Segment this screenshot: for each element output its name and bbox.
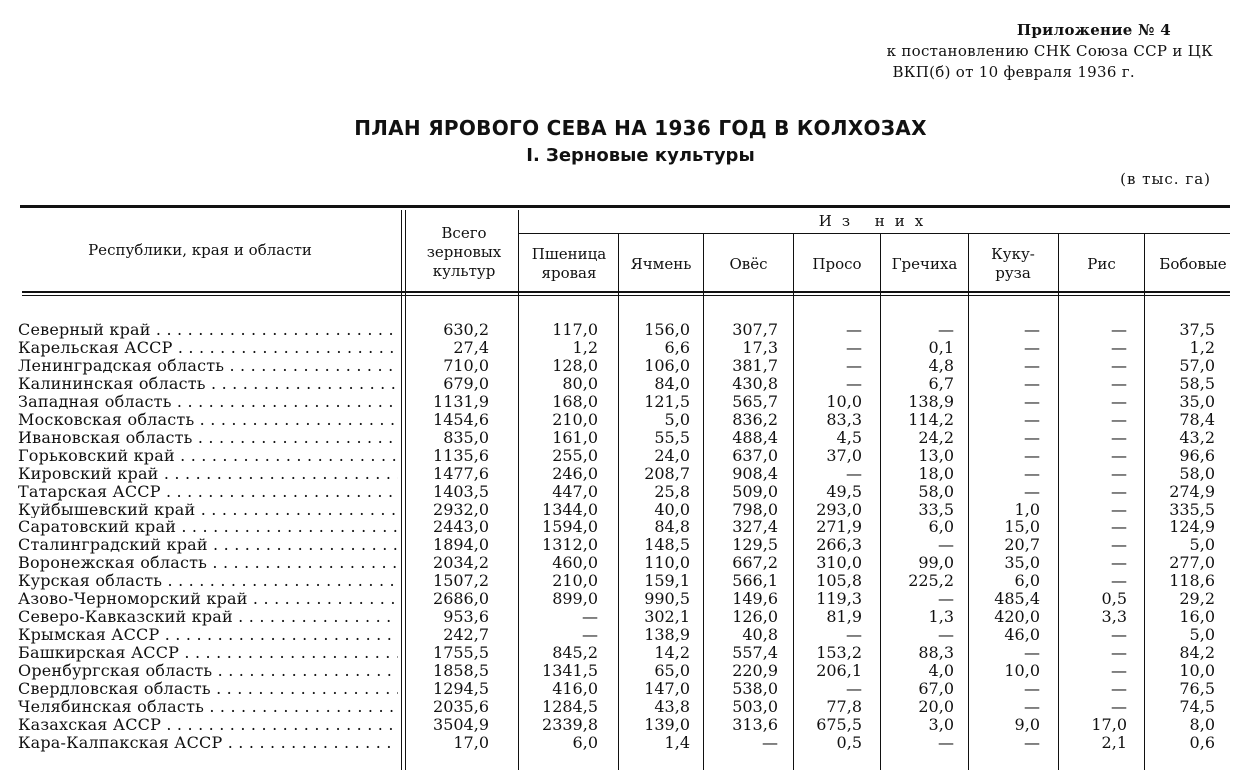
value-cell: 57,0 — [1179, 355, 1215, 375]
value-cell: 1,4 — [664, 732, 690, 752]
value-cell: — — [846, 337, 862, 357]
value-cell: — — [1111, 445, 1127, 465]
value-cell: 58,0 — [1179, 463, 1215, 483]
value-cell: — — [938, 320, 954, 339]
table-body — [0, 321, 1241, 752]
value-cell: 67,0 — [918, 679, 954, 699]
header-total: Всего зерновых культур — [426, 223, 502, 280]
value-cell: 35,0 — [1004, 553, 1040, 573]
value-cell: 488,4 — [732, 427, 778, 447]
value-cell: — — [938, 732, 954, 752]
value-cell: — — [846, 463, 862, 483]
value-cell: 6,0 — [1014, 571, 1040, 591]
total-cell: 1894,0 — [433, 535, 489, 555]
value-cell: 1,3 — [928, 607, 954, 627]
value-cell: 538,0 — [732, 679, 778, 699]
header-iz-nih: Из них — [818, 211, 934, 230]
total-cell: 2932,0 — [433, 499, 489, 519]
value-cell: — — [1024, 445, 1040, 465]
value-cell: 503,0 — [732, 697, 778, 717]
header-maize: Куку-руза — [991, 245, 1035, 282]
total-cell: 2035,6 — [433, 697, 489, 717]
value-cell: 5,0 — [664, 409, 690, 429]
value-cell: 6,7 — [928, 373, 954, 393]
value-cell: — — [1111, 481, 1127, 501]
value-cell: 10,0 — [1004, 661, 1040, 681]
value-cell: 10,0 — [826, 391, 862, 411]
value-cell: 990,5 — [644, 589, 690, 609]
value-cell: 40,8 — [742, 625, 778, 645]
value-cell: 381,7 — [732, 355, 778, 375]
value-cell: 667,2 — [732, 553, 778, 573]
value-cell: 55,5 — [654, 427, 690, 447]
header-wheat: Пшеница яровая — [531, 245, 607, 282]
value-cell: 76,5 — [1179, 679, 1215, 699]
value-cell: 43,8 — [654, 697, 690, 717]
table-row — [0, 321, 1241, 339]
table-row — [0, 501, 1241, 519]
header-barley: Ячмень — [630, 254, 692, 273]
value-cell: — — [1024, 481, 1040, 501]
table-row — [0, 465, 1241, 483]
value-cell: 138,9 — [644, 625, 690, 645]
value-cell: — — [1111, 625, 1127, 645]
header-buckwheat: Гречиха — [891, 254, 958, 273]
value-cell: 1341,5 — [542, 661, 598, 681]
header-legumes: Бобовые — [1159, 254, 1227, 273]
total-cell: 1135,6 — [433, 445, 489, 465]
value-cell: 6,0 — [928, 517, 954, 537]
value-cell: 24,2 — [918, 427, 954, 447]
table-row — [0, 572, 1241, 590]
table-row — [0, 536, 1241, 554]
region-name: Оренбургская область . . . — [18, 662, 398, 680]
value-cell: 84,2 — [1179, 643, 1215, 663]
value-cell: — — [1111, 355, 1127, 375]
value-cell: 148,5 — [644, 535, 690, 555]
region-name: Куйбышевский край . . . — [18, 501, 398, 519]
value-cell: — — [1111, 409, 1127, 429]
region-name: Крымская АССР . . . — [18, 626, 398, 644]
total-cell: 2034,2 — [433, 553, 489, 573]
value-cell: 16,0 — [1179, 607, 1215, 627]
region-name: Карельская АССР . . . — [18, 339, 398, 357]
appendix-line-2: ВКП(б) от 10 февраля 1936 г. — [892, 63, 1135, 81]
table-row — [0, 608, 1241, 626]
region-name: Горьковский край . . . — [18, 447, 398, 465]
value-cell: 335,5 — [1169, 499, 1215, 519]
value-cell: 156,0 — [644, 320, 690, 339]
value-cell: — — [1024, 337, 1040, 357]
value-cell: 77,8 — [826, 697, 862, 717]
total-cell: 953,6 — [443, 607, 489, 627]
value-cell: 1,0 — [1014, 499, 1040, 519]
value-cell: 117,0 — [552, 320, 598, 339]
table-row — [0, 518, 1241, 536]
value-cell: 20,0 — [918, 697, 954, 717]
document-title: ПЛАН ЯРОВОГО СЕВА НА 1936 ГОД В КОЛХОЗАХ — [354, 116, 927, 140]
value-cell: — — [1024, 427, 1040, 447]
value-cell: 65,0 — [654, 661, 690, 681]
table-row — [0, 590, 1241, 608]
value-cell: — — [582, 625, 598, 645]
table-row — [0, 716, 1241, 734]
value-cell: 153,2 — [816, 643, 862, 663]
region-name: Северный край . . . — [18, 321, 398, 339]
value-cell: 20,7 — [1004, 535, 1040, 555]
value-cell: 1344,0 — [542, 499, 598, 519]
value-cell: 271,9 — [816, 517, 862, 537]
value-cell: 0,5 — [836, 732, 862, 752]
value-cell: 43,2 — [1179, 427, 1215, 447]
table-row — [0, 339, 1241, 357]
region-name: Сталинградский край . . . — [18, 536, 398, 554]
value-cell: — — [1024, 679, 1040, 699]
value-cell: 84,0 — [654, 373, 690, 393]
value-cell: 128,0 — [552, 355, 598, 375]
value-cell: — — [1024, 732, 1040, 752]
header-region: Республики, края и области — [88, 240, 312, 259]
value-cell: 798,0 — [732, 499, 778, 519]
value-cell: 37,5 — [1179, 320, 1215, 339]
total-cell: 1294,5 — [433, 679, 489, 699]
value-cell: 206,1 — [816, 661, 862, 681]
value-cell: 18,0 — [918, 463, 954, 483]
total-cell: 710,0 — [443, 355, 489, 375]
value-cell: 96,6 — [1179, 445, 1215, 465]
value-cell: — — [1024, 320, 1040, 339]
value-cell: — — [1024, 463, 1040, 483]
value-cell: 1312,0 — [542, 535, 598, 555]
region-name: Азово-Черноморский край . . . — [18, 590, 398, 608]
value-cell: 35,0 — [1179, 391, 1215, 411]
total-cell: 2443,0 — [433, 517, 489, 537]
value-cell: 83,3 — [826, 409, 862, 429]
value-cell: 430,8 — [732, 373, 778, 393]
value-cell: 40,0 — [654, 499, 690, 519]
value-cell: 274,9 — [1169, 481, 1215, 501]
value-cell: 6,6 — [664, 337, 690, 357]
value-cell: 327,4 — [732, 517, 778, 537]
region-name: Свердловская область . . . — [18, 680, 398, 698]
value-cell: 277,0 — [1169, 553, 1215, 573]
region-name: Башкирская АССР . . . — [18, 644, 398, 662]
region-name: Челябинская область . . . — [18, 698, 398, 716]
value-cell: — — [1111, 373, 1127, 393]
region-name: Калининская область . . . — [18, 375, 398, 393]
value-cell: — — [1111, 320, 1127, 339]
value-cell: 0,5 — [1101, 589, 1127, 609]
title-block — [0, 113, 1241, 169]
appendix-title: Приложение № 4 — [1016, 21, 1171, 39]
value-cell: 80,0 — [562, 373, 598, 393]
value-cell: 99,0 — [918, 553, 954, 573]
value-cell: 168,0 — [552, 391, 598, 411]
table-row — [0, 554, 1241, 572]
region-name: Казахская АССР . . . — [18, 716, 398, 734]
value-cell: 3,0 — [928, 714, 954, 734]
total-cell: 630,2 — [443, 320, 489, 339]
value-cell: 460,0 — [552, 553, 598, 573]
value-cell: 4,5 — [836, 427, 862, 447]
total-cell: 242,7 — [443, 625, 489, 645]
region-name: Кировский край . . . — [18, 465, 398, 483]
value-cell: 121,5 — [644, 391, 690, 411]
value-cell: 147,0 — [644, 679, 690, 699]
total-cell: 3504,9 — [433, 714, 489, 734]
value-cell: — — [846, 679, 862, 699]
value-cell: 105,8 — [816, 571, 862, 591]
value-cell: 246,0 — [552, 463, 598, 483]
value-cell: — — [846, 320, 862, 339]
value-cell: — — [846, 355, 862, 375]
region-name: Курская область . . . — [18, 572, 398, 590]
region-name: Саратовский край . . . — [18, 518, 398, 536]
region-name: Кара-Калпакская АССР . . . — [18, 734, 398, 752]
value-cell: 210,0 — [552, 571, 598, 591]
value-cell: — — [582, 607, 598, 627]
value-cell: 126,0 — [732, 607, 778, 627]
value-cell: — — [846, 625, 862, 645]
total-cell: 835,0 — [443, 427, 489, 447]
table-row — [0, 626, 1241, 644]
total-cell: 2686,0 — [433, 589, 489, 609]
value-cell: — — [1111, 337, 1127, 357]
table-row — [0, 644, 1241, 662]
value-cell: 416,0 — [552, 679, 598, 699]
value-cell: 118,6 — [1169, 571, 1215, 591]
value-cell: 1284,5 — [542, 697, 598, 717]
value-cell: — — [1111, 463, 1127, 483]
table-row — [0, 662, 1241, 680]
header-rice: Рис — [1087, 254, 1116, 273]
value-cell: — — [1111, 517, 1127, 537]
value-cell: 149,6 — [732, 589, 778, 609]
total-cell: 1454,6 — [433, 409, 489, 429]
value-cell: — — [938, 535, 954, 555]
value-cell: 1,2 — [572, 337, 598, 357]
value-cell: — — [1024, 643, 1040, 663]
value-cell: 899,0 — [552, 589, 598, 609]
value-cell: 845,2 — [552, 643, 598, 663]
value-cell: 836,2 — [732, 409, 778, 429]
value-cell: 106,0 — [644, 355, 690, 375]
value-cell: — — [1111, 391, 1127, 411]
table-row — [0, 429, 1241, 447]
value-cell: 420,0 — [994, 607, 1040, 627]
value-cell: 139,0 — [644, 714, 690, 734]
value-cell: 24,0 — [654, 445, 690, 465]
value-cell: 13,0 — [918, 445, 954, 465]
value-cell: 33,5 — [918, 499, 954, 519]
value-cell: 220,9 — [732, 661, 778, 681]
value-cell: 565,7 — [732, 391, 778, 411]
value-cell: — — [1024, 355, 1040, 375]
value-cell: 29,2 — [1179, 589, 1215, 609]
header-double-rule-upper — [22, 291, 1230, 293]
value-cell: — — [938, 625, 954, 645]
value-cell: 313,6 — [732, 714, 778, 734]
value-cell: 208,7 — [644, 463, 690, 483]
header-double-rule-lower — [22, 295, 1230, 296]
table-row — [0, 411, 1241, 429]
value-cell: 88,3 — [918, 643, 954, 663]
value-cell: 4,8 — [928, 355, 954, 375]
value-cell: 17,3 — [742, 337, 778, 357]
region-name: Ивановская область . . . — [18, 429, 398, 447]
value-cell: — — [1111, 661, 1127, 681]
value-cell: 15,0 — [1004, 517, 1040, 537]
value-cell: — — [1111, 643, 1127, 663]
value-cell: 2339,8 — [542, 714, 598, 734]
value-cell: — — [1024, 373, 1040, 393]
value-cell: — — [1111, 535, 1127, 555]
value-cell: 447,0 — [552, 481, 598, 501]
table-row — [0, 483, 1241, 501]
value-cell: 5,0 — [1189, 535, 1215, 555]
table-row — [0, 698, 1241, 716]
total-cell: 1755,5 — [433, 643, 489, 663]
value-cell: 1,2 — [1189, 337, 1215, 357]
appendix-note — [793, 20, 1213, 83]
value-cell: 210,0 — [552, 409, 598, 429]
value-cell: 566,1 — [732, 571, 778, 591]
value-cell: 84,8 — [654, 517, 690, 537]
value-cell: 37,0 — [826, 445, 862, 465]
value-cell: — — [1111, 571, 1127, 591]
value-cell: 302,1 — [644, 607, 690, 627]
value-cell: 9,0 — [1014, 714, 1040, 734]
value-cell: 0,1 — [928, 337, 954, 357]
value-cell: — — [1111, 499, 1127, 519]
value-cell: 293,0 — [816, 499, 862, 519]
value-cell: 159,1 — [644, 571, 690, 591]
value-cell: — — [1111, 427, 1127, 447]
value-cell: 161,0 — [552, 427, 598, 447]
value-cell: 266,3 — [816, 535, 862, 555]
table-row — [0, 680, 1241, 698]
value-cell: 119,3 — [816, 589, 862, 609]
value-cell: 2,1 — [1101, 732, 1127, 752]
value-cell: 675,5 — [816, 714, 862, 734]
value-cell: 114,2 — [908, 409, 954, 429]
value-cell: 58,5 — [1179, 373, 1215, 393]
value-cell: 1594,0 — [542, 517, 598, 537]
value-cell: 14,2 — [654, 643, 690, 663]
total-cell: 1858,5 — [433, 661, 489, 681]
value-cell: 5,0 — [1189, 625, 1215, 645]
value-cell: 6,0 — [572, 732, 598, 752]
region-name: Западная область . . . — [18, 393, 398, 411]
value-cell: 509,0 — [732, 481, 778, 501]
total-cell: 1403,5 — [433, 481, 489, 501]
value-cell: 637,0 — [732, 445, 778, 465]
total-cell: 1477,6 — [433, 463, 489, 483]
value-cell: 255,0 — [552, 445, 598, 465]
total-cell: 679,0 — [443, 373, 489, 393]
value-cell: 225,2 — [908, 571, 954, 591]
value-cell: 557,4 — [732, 643, 778, 663]
value-cell: 49,5 — [826, 481, 862, 501]
value-cell: 485,4 — [994, 589, 1040, 609]
table-row — [0, 734, 1241, 752]
region-name: Северо-Кавказский край . . . — [18, 608, 398, 626]
value-cell: — — [762, 732, 778, 752]
value-cell: — — [1024, 697, 1040, 717]
value-cell: 138,9 — [908, 391, 954, 411]
table-row — [0, 357, 1241, 375]
value-cell: — — [1111, 553, 1127, 573]
value-cell: — — [1024, 391, 1040, 411]
value-cell: 307,7 — [732, 320, 778, 339]
value-cell: — — [1111, 697, 1127, 717]
value-cell: 310,0 — [816, 553, 862, 573]
region-name: Московская область . . . — [18, 411, 398, 429]
total-cell: 17,0 — [453, 732, 489, 752]
value-cell: 74,5 — [1179, 697, 1215, 717]
total-cell: 1507,2 — [433, 571, 489, 591]
value-cell: 25,8 — [654, 481, 690, 501]
header-oats: Овёс — [729, 254, 768, 273]
region-name: Татарская АССР . . . — [18, 483, 398, 501]
value-cell: 58,0 — [918, 481, 954, 501]
value-cell: 4,0 — [928, 661, 954, 681]
total-cell: 1131,9 — [433, 391, 489, 411]
value-cell: 17,0 — [1091, 714, 1127, 734]
appendix-line-1: к постановлению СНК Союза ССР и ЦК — [886, 42, 1213, 60]
value-cell: — — [1111, 679, 1127, 699]
value-cell: 124,9 — [1169, 517, 1215, 537]
value-cell: 78,4 — [1179, 409, 1215, 429]
table-row — [0, 393, 1241, 411]
value-cell: 908,4 — [732, 463, 778, 483]
value-cell: — — [846, 373, 862, 393]
value-cell: 3,3 — [1101, 607, 1127, 627]
value-cell: — — [1024, 409, 1040, 429]
value-cell: 10,0 — [1179, 661, 1215, 681]
table-row — [0, 447, 1241, 465]
region-name: Воронежская область . . . — [18, 554, 398, 572]
region-name: Ленинградская область . . . — [18, 357, 398, 375]
value-cell: 8,0 — [1189, 714, 1215, 734]
value-cell: — — [938, 589, 954, 609]
units-label: (в тыс. га) — [1120, 170, 1211, 188]
header-millet: Просо — [812, 254, 862, 273]
value-cell: 0,6 — [1189, 732, 1215, 752]
document-subtitle: I. Зерновые культуры — [526, 145, 755, 166]
total-cell: 27,4 — [453, 337, 489, 357]
value-cell: 110,0 — [644, 553, 690, 573]
table-row — [0, 375, 1241, 393]
value-cell: 129,5 — [732, 535, 778, 555]
value-cell: 46,0 — [1004, 625, 1040, 645]
value-cell: 81,9 — [826, 607, 862, 627]
